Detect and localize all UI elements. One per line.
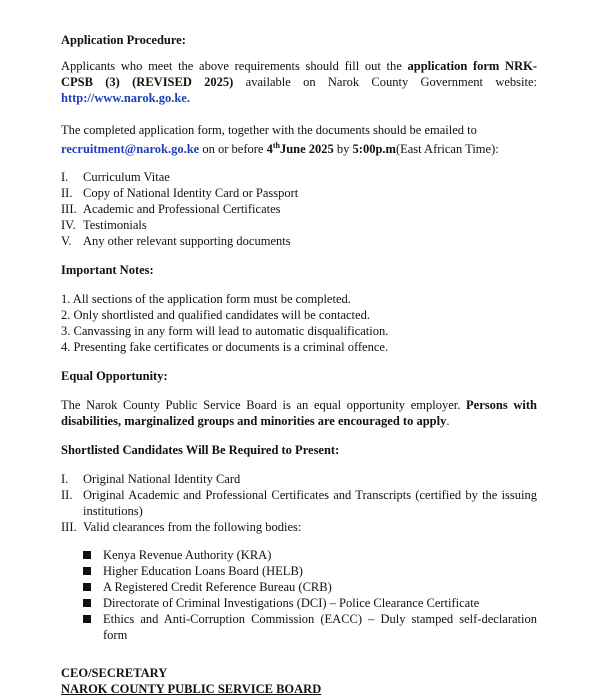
list-text: Valid clearances from the following bodies: xyxy=(83,520,302,535)
note-item: 4. Presenting fake certificates or documents is a criminal offence. xyxy=(61,340,389,355)
equal-opportunity-text: The Narok County Public Service Board is an equal opportunity employer. xyxy=(61,398,467,413)
square-bullet-icon xyxy=(83,611,103,643)
list-item xyxy=(83,611,537,643)
procedure-heading: Application Procedure: xyxy=(61,33,186,47)
timezone-text: (East African Time): xyxy=(395,142,499,157)
list-number: III. xyxy=(61,202,77,217)
signatory-title: CEO/SECRETARY xyxy=(61,666,168,681)
list-number: V. xyxy=(61,234,72,249)
list-item xyxy=(61,233,537,249)
list-item xyxy=(61,471,537,487)
procedure-text: Applicants who meet the above requirements should fill out the xyxy=(61,59,408,73)
list-text: Any other relevant supporting documents xyxy=(83,234,291,249)
procedure-text: The completed application form, together with the documents should be emailed to xyxy=(61,123,477,137)
signatory-organization: NAROK COUNTY PUBLIC SERVICE BOARD xyxy=(61,682,322,697)
square-bullet-icon xyxy=(83,563,103,579)
list-text: Ethics and Anti-Corruption Commission (EACC) – Duly stamped self-declaration form xyxy=(103,612,537,643)
list-item xyxy=(61,519,537,535)
list-item xyxy=(61,169,537,185)
list-text: Curriculum Vitae xyxy=(83,170,170,185)
square-bullet-icon xyxy=(83,547,103,563)
deadline-time: 5:00p.m xyxy=(352,142,396,157)
list-number: II. xyxy=(61,488,73,503)
deadline-day: 4 xyxy=(266,142,273,157)
list-item xyxy=(83,579,537,595)
county-website-link[interactable]: http://www.narok.go.ke. xyxy=(61,91,190,105)
note-item: 2. Only shortlisted and qualified candidates will be contacted. xyxy=(61,308,370,323)
list-number: IV. xyxy=(61,218,76,233)
procedure-paragraph-1 xyxy=(61,58,537,106)
document-page xyxy=(61,32,537,697)
list-text: Copy of National Identity Card or Passport xyxy=(83,186,299,201)
list-item xyxy=(83,547,537,563)
equal-opportunity-text: . xyxy=(446,414,450,429)
list-item xyxy=(61,217,537,233)
clearance-bodies-list xyxy=(61,547,537,643)
deadline-month: June 2025 xyxy=(279,142,334,157)
recruitment-email-link[interactable]: recruitment@narok.go.ke xyxy=(61,142,200,157)
list-item xyxy=(61,185,537,201)
procedure-text: by xyxy=(333,142,353,157)
list-item xyxy=(61,201,537,217)
list-item xyxy=(61,487,537,519)
shortlisted-requirements-list xyxy=(61,471,537,535)
equal-opportunity-paragraph xyxy=(61,397,537,429)
note-item: 1. All sections of the application form must be completed. xyxy=(61,292,351,307)
procedure-text: available on Narok County Government website: xyxy=(233,75,537,89)
list-text: A Registered Credit Reference Bureau (CRB) xyxy=(103,580,332,595)
deadline-day-suffix: th xyxy=(272,141,280,150)
square-bullet-icon xyxy=(83,579,103,595)
procedure-paragraph-2 xyxy=(61,122,537,157)
list-text: Original National Identity Card xyxy=(83,472,241,487)
list-text: Higher Education Loans Board (HELB) xyxy=(103,564,303,579)
required-documents-list xyxy=(61,169,537,249)
list-text: Kenya Revenue Authority (KRA) xyxy=(103,548,272,563)
note-item: 3. Canvassing in any form will lead to automatic disqualification. xyxy=(61,324,389,339)
list-text: Testimonials xyxy=(83,218,147,233)
list-text: Original Academic and Professional Certificates and Transcripts (certified by the issuing institutions) xyxy=(83,488,537,519)
list-item xyxy=(83,595,537,611)
equal-opportunity-emphasis: Persons with disabilities, marginalized groups and minorities are encouraged to apply xyxy=(61,398,537,429)
procedure-text: on or before xyxy=(199,142,267,157)
list-item xyxy=(83,563,537,579)
equal-opportunity-heading: Equal Opportunity: xyxy=(61,369,168,384)
square-bullet-icon xyxy=(83,595,103,611)
shortlisted-heading: Shortlisted Candidates Will Be Required to Present: xyxy=(61,443,340,458)
important-notes-heading: Important Notes: xyxy=(61,263,154,278)
application-form-name: application form NRK-CPSB (3) (REVISED 2025) xyxy=(61,59,537,89)
important-notes-list xyxy=(61,291,537,355)
list-text: Directorate of Criminal Investigations (DCI) – Police Clearance Certificate xyxy=(103,596,480,611)
list-number: I. xyxy=(61,170,69,185)
list-text: Academic and Professional Certificates xyxy=(83,202,281,217)
list-number: I. xyxy=(61,472,69,487)
list-number: III. xyxy=(61,520,77,535)
list-number: II. xyxy=(61,186,73,201)
